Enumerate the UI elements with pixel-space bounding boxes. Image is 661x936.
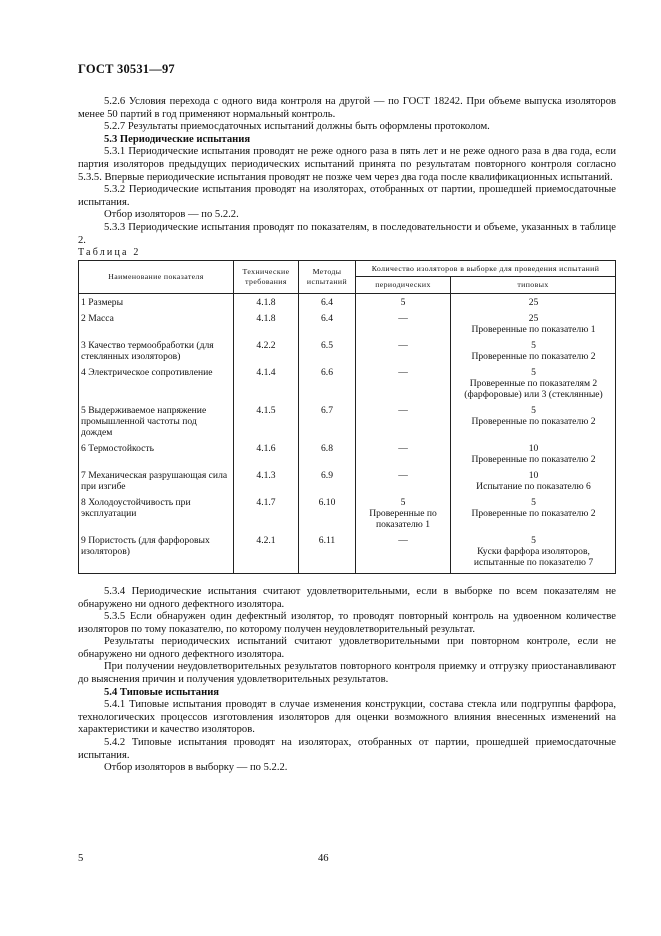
table-row: [79, 405, 616, 443]
paragraphs-after-table: [78, 586, 616, 775]
paragraph: 5.3 Периодические испытания: [104, 133, 251, 145]
paragraph: 5.4.1 Типовые испытания проводят в случае изменения конструкции, состава стекла или подгруппы фарфора, технологических процессов изготовления изоляторов для оценки возможного влияния внесенных изменений на характеристики и качество изоляторов.: [78, 699, 616, 736]
cell-periodic: —: [356, 470, 451, 497]
paragraphs-before-table: [78, 96, 616, 247]
cell-typical: 5 Проверенные по показателю 2: [451, 497, 616, 535]
cell-typical: 5 Проверенные по показателям 2 (фарфоровые) или 3 (стеклянные): [451, 367, 616, 405]
header-name: Наименование показателя: [79, 260, 234, 293]
cell-periodic: —: [356, 340, 451, 367]
cell-method: 6.9: [299, 470, 356, 497]
cell-typical: 10 Проверенные по показателю 2: [451, 443, 616, 470]
paragraph: 5.4.2 Типовые испытания проводят на изоляторах, отобранных от партии, прошедшей приемосдаточные испытания.: [78, 737, 616, 761]
table-row: [79, 443, 616, 470]
paragraph: 5.3.4 Периодические испытания считают удовлетворительными, если в выборке по всем показателям не обнаружено ни одного дефектного изолятора.: [78, 585, 616, 610]
cell-name: 1 Размеры: [79, 293, 234, 313]
table-row: [79, 340, 616, 367]
cell-typical: 10 Испытание по показателю 6: [451, 470, 616, 497]
paragraph: 5.2.6 Условия перехода с одного вида контроля на другой — по ГОСТ 18242. При объеме выпуска изоляторов менее 50 партий в год применяют нормальный контроль.: [78, 96, 616, 120]
cell-name: 5 Выдерживаемое напряжение промышленной частоты под дождем: [79, 405, 234, 443]
cell-tech: 4.2.1: [234, 535, 299, 574]
cell-name: 6 Термостойкость: [79, 443, 234, 470]
paragraph: Результаты периодических испытаний считают удовлетворительными при повторном контроле, если не обнаружено ни одного дефектного изолятора.: [78, 636, 616, 660]
cell-method: 6.10: [299, 497, 356, 535]
cell-tech: 4.1.8: [234, 313, 299, 340]
cell-method: 6.5: [299, 340, 356, 367]
paragraph: 5.2.7 Результаты приемосдаточных испытаний должны быть оформлены протоколом.: [104, 121, 490, 133]
page-side-number: 5: [78, 853, 84, 864]
cell-typical: 5 Проверенные по показателю 2: [451, 340, 616, 367]
cell-tech: 4.1.6: [234, 443, 299, 470]
cell-periodic: 5: [356, 293, 451, 313]
cell-tech: 4.1.4: [234, 367, 299, 405]
cell-method: 6.11: [299, 535, 356, 574]
header-tech: Технические требования: [234, 260, 299, 293]
paragraph: Отбор изоляторов в выборку — по 5.2.2.: [104, 762, 288, 774]
paragraph: 5.3.1 Периодические испытания проводят не реже одного раза в пять лет и не реже одного раза в два года, если партия изоляторов предыдущих периодических испытаний принята по результатам повторного контроля согласно 5.3.5. Впервые периодические испытания проводят не позже чем через два года после квалификационных испытаний.: [78, 146, 616, 183]
table-row: [79, 367, 616, 405]
table-row: [79, 535, 616, 574]
header-sample-count: Количество изоляторов в выборке для проведения испытаний: [356, 260, 616, 277]
paragraph: 5.3.3 Периодические испытания проводят по показателям, в последовательности и объеме, указанных в таблице 2.: [78, 221, 616, 246]
header-typical: типовых: [451, 277, 616, 294]
cell-typical: 5 Проверенные по показателю 2: [451, 405, 616, 443]
header-methods: Методы испытаний: [299, 260, 356, 293]
cell-periodic: 5 Проверенные по показателю 1: [356, 497, 451, 535]
table-caption: Таблица 2: [78, 247, 141, 259]
cell-tech: 4.1.7: [234, 497, 299, 535]
paragraph: При получении неудовлетворительных результатов повторного контроля приемку и отгрузку приостанавливают до выяснения причин и получения удовлетворительных результатов.: [78, 661, 616, 686]
cell-tech: 4.1.5: [234, 405, 299, 443]
test-table: [78, 260, 616, 574]
cell-periodic: —: [356, 405, 451, 443]
cell-name: 9 Пористость (для фарфоровых изоляторов): [79, 535, 234, 574]
cell-periodic: —: [356, 443, 451, 470]
cell-method: 6.6: [299, 367, 356, 405]
table-row: [79, 293, 616, 313]
cell-method: 6.4: [299, 313, 356, 340]
cell-tech: 4.1.8: [234, 293, 299, 313]
paragraph: 5.4 Типовые испытания: [104, 686, 220, 698]
cell-tech: 4.2.2: [234, 340, 299, 367]
table-row: [79, 497, 616, 535]
cell-name: 2 Масса: [79, 313, 234, 340]
cell-method: 6.4: [299, 293, 356, 313]
cell-name: 7 Механическая разрушающая сила при изгибе: [79, 470, 234, 497]
cell-typical: 5 Куски фарфора изоляторов, испытанные по показателю 7: [451, 535, 616, 574]
cell-typical: 25: [451, 293, 616, 313]
cell-typical: 25 Проверенные по показателю 1: [451, 313, 616, 340]
table-row: [79, 470, 616, 497]
cell-periodic: —: [356, 535, 451, 574]
cell-method: 6.8: [299, 443, 356, 470]
cell-periodic: —: [356, 367, 451, 405]
document-header: ГОСТ 30531—97: [78, 62, 175, 76]
cell-name: 8 Холодоустойчивость при эксплуатации: [79, 497, 234, 535]
cell-name: 4 Электрическое сопротивление: [79, 367, 234, 405]
paragraph: 5.3.2 Периодические испытания проводят на изоляторах, отобранных от партии, прошедшей приемосдаточные испытания.: [78, 184, 616, 208]
cell-name: 3 Качество термообработки (для стеклянных изоляторов): [79, 340, 234, 367]
header-periodic: периодических: [356, 277, 451, 294]
paragraph: 5.3.5 Если обнаружен один дефектный изолятор, то проводят повторный контроль на удвоенном количестве изоляторов по тому показателю, по которому получен неудовлетворительный результат.: [78, 611, 616, 635]
table-row: [79, 313, 616, 340]
cell-periodic: —: [356, 313, 451, 340]
cell-tech: 4.1.3: [234, 470, 299, 497]
document-body: [78, 96, 616, 775]
cell-method: 6.7: [299, 405, 356, 443]
paragraph: Отбор изоляторов — по 5.2.2.: [104, 209, 239, 221]
page-number: 46: [318, 853, 329, 864]
table-body: [79, 293, 616, 573]
